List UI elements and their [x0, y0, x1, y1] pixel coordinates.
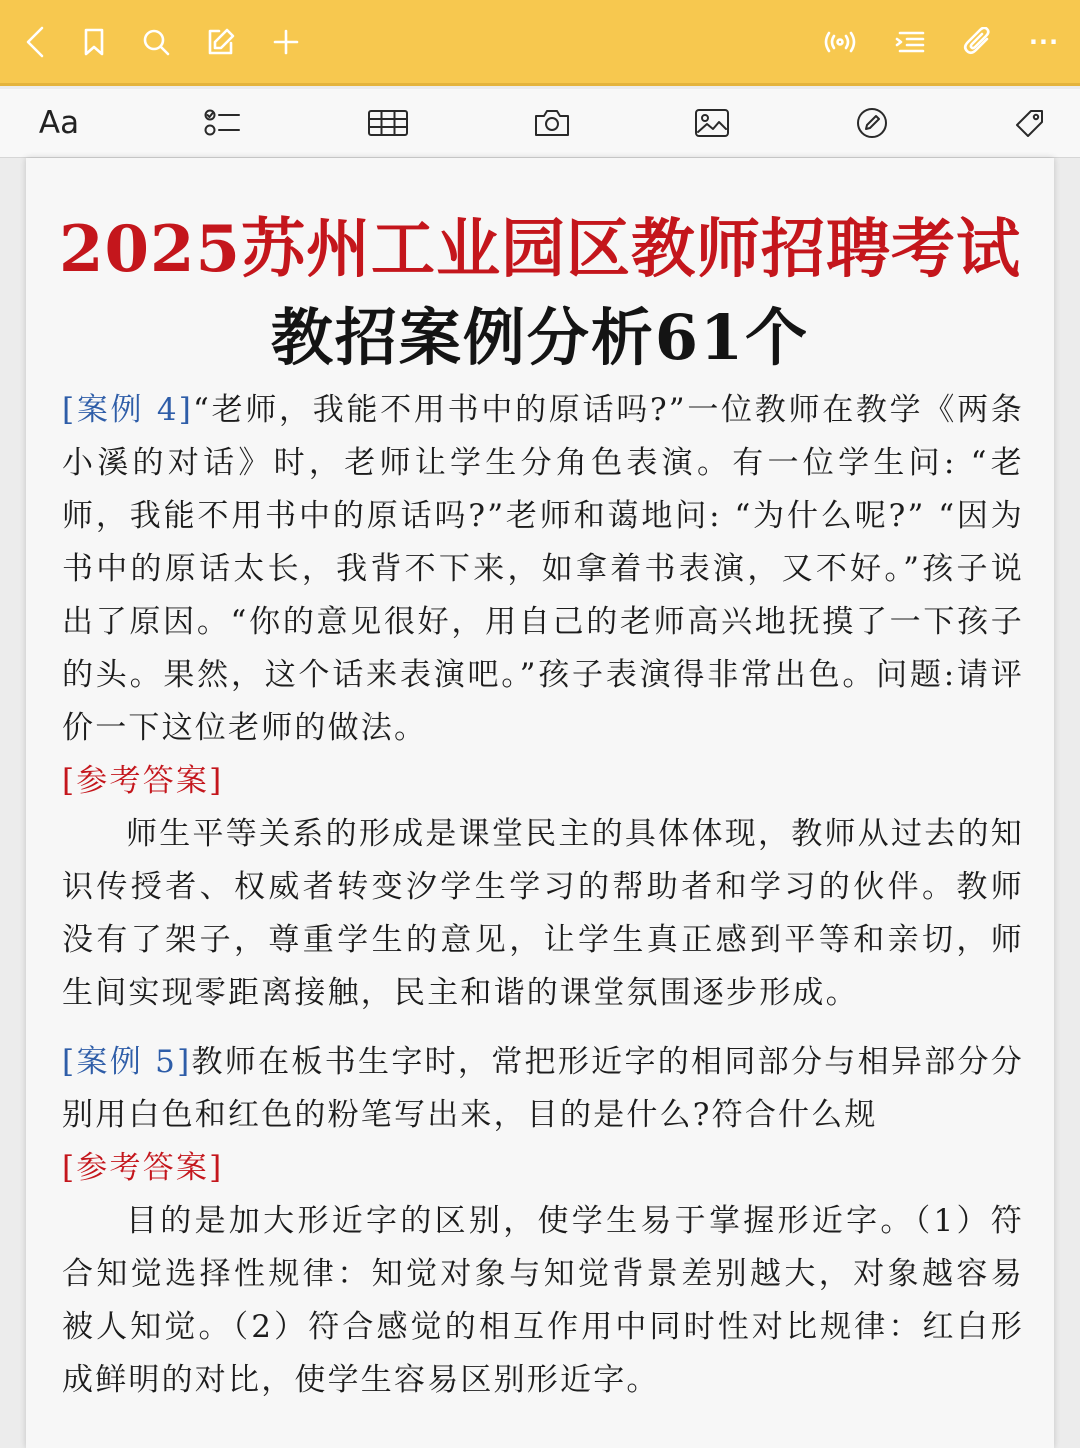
checklist-icon[interactable]: [200, 103, 244, 143]
case-5-question: [62, 1036, 1024, 1142]
document-title: 2025苏州工业园区教师招聘考试: [58, 212, 1022, 287]
case-4-answer-tag: [参考答案]: [62, 763, 224, 799]
search-icon[interactable]: [136, 22, 176, 62]
broadcast-icon[interactable]: [818, 22, 862, 62]
plus-icon[interactable]: [266, 22, 306, 62]
case-4-tag: [案例 4]: [62, 392, 194, 428]
bookmark-icon[interactable]: [74, 22, 114, 62]
more-label: ···: [1028, 28, 1060, 56]
case-5-text: 教师在板书生字时，常把形近字的相同部分与相异部分分别用白色和红色的粉笔写出来，目的是什么?符合什么规: [62, 1044, 1025, 1133]
case-4-text: “老师，我能不用书中的原话吗?”一位教师在教学《两条小溪的对话》时，老师让学生分角色表演。有一位学生问: “老师，我能不用书中的原话吗?”老师和蔼地问: “为什么呢?” “因为书中的原话太长，我背不下来，如拿着书表演，又不好。”孩子说出了原因。“你的意见很好，用自己的老师高兴地抚摸了一下孩子的头。果然，这个话来表演吧。”孩子表演得非常出色。问题:请评价一下这位老师的做法。: [62, 392, 1025, 746]
more-icon[interactable]: [1024, 22, 1064, 62]
text-style-button[interactable]: [34, 103, 84, 143]
document-subtitle: 教招案例分析61个: [270, 301, 810, 374]
camera-icon[interactable]: [530, 103, 574, 143]
text-style-label: Aa: [38, 105, 80, 141]
table-icon[interactable]: [366, 103, 410, 143]
case-5-answer: 目的是加大形近字的区别，使学生易于掌握形近字。（1）符合知觉选择性规律：知觉对象与知觉背景差别越大，对象越容易被人知觉。（2）符合感觉的相互作用中同时性对比规律：红白形成鲜明的对比，使学生容易区别形近字。: [62, 1203, 1024, 1398]
edit-icon[interactable]: [200, 22, 240, 62]
case-5-section: [62, 1036, 1024, 1407]
paperclip-icon[interactable]: [958, 22, 998, 62]
image-icon[interactable]: [690, 103, 734, 143]
case-5-answer-tag: [参考答案]: [62, 1150, 224, 1186]
case-4-question: [62, 384, 1024, 755]
tag-icon[interactable]: [1008, 103, 1052, 143]
case-4-section: [62, 384, 1024, 1020]
case-4-answer: 师生平等关系的形成是课堂民主的具体体现，教师从过去的知识传授者、权威者转变汐学生学习的帮助者和学习的伙伴。教师没有了架子，尊重学生的意见，让学生真正感到平等和亲切，师生间实现零距离接触，民主和谐的课堂氛围逐步形成。: [62, 816, 1024, 1011]
note-page: [26, 158, 1054, 1448]
format-toolbar: [0, 89, 1080, 158]
top-navigation-bar: [0, 0, 1080, 86]
back-icon[interactable]: [16, 22, 56, 62]
case-5-tag: [案例 5]: [62, 1044, 192, 1080]
outline-icon[interactable]: [890, 22, 930, 62]
markup-icon[interactable]: [850, 103, 894, 143]
